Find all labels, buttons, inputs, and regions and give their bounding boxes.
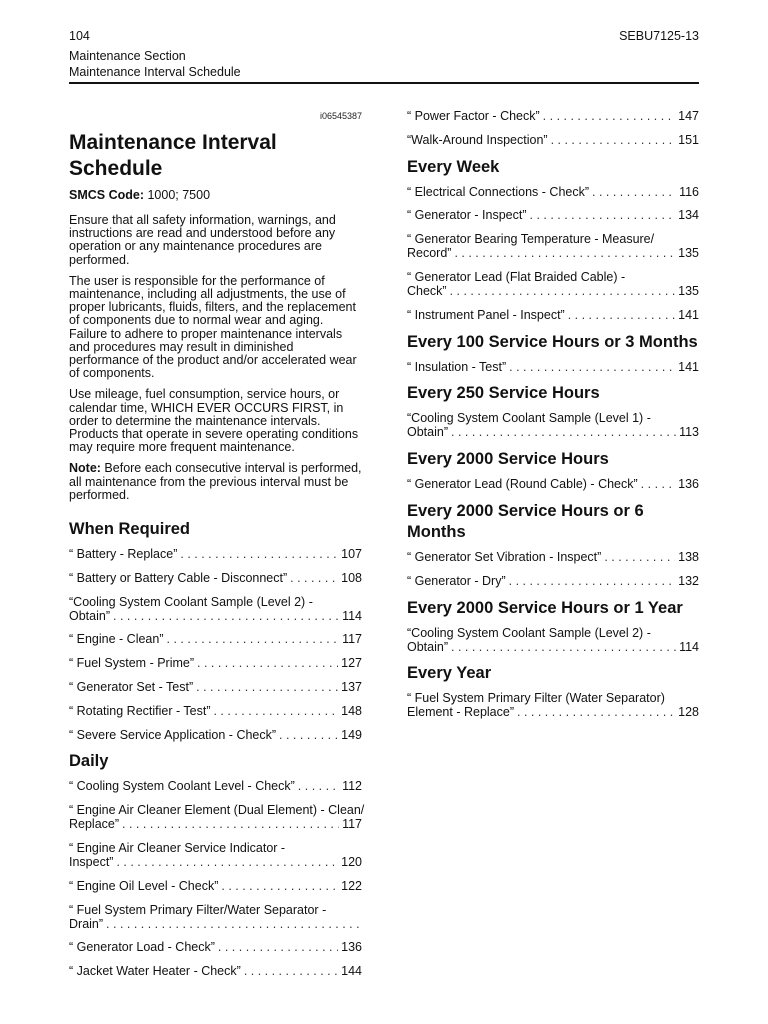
entry-page-number: 116 [679, 184, 699, 199]
intro-paragraph-safety: Ensure that all safety information, warnings, and instructions are read and understood before any operation or any maintenance procedures are performed. [69, 213, 336, 267]
entry-leader-row [407, 246, 699, 260]
dot-leader [197, 656, 338, 670]
entry-page-number: 117 [342, 632, 362, 647]
schedule-entry [407, 185, 699, 199]
entry-label-line2: Obtain” [69, 608, 110, 623]
entry-page-number: 141 [678, 359, 699, 374]
dot-leader [122, 817, 339, 831]
entry-label-line1: “ Engine Air Cleaner Service Indicator - [69, 841, 286, 856]
entry-label-line1: “ Engine Air Cleaner Element (Dual Element) - Clean/ [69, 803, 365, 818]
dot-leader [116, 855, 338, 869]
entry-label: “ Battery - Replace” [69, 547, 178, 562]
entry-label-line2: Element - Replace” [407, 705, 514, 720]
every-week-list [407, 185, 699, 322]
entry-label: “ Electrical Connections - Check” [407, 184, 590, 199]
entry-label: “ Power Factor - Check” [407, 109, 540, 123]
entry-label-line2: Drain” [69, 916, 104, 931]
every-2000-hours-6-months-list [407, 550, 699, 588]
right-column [407, 109, 699, 729]
entry-label-line2: Obtain” [407, 425, 448, 440]
entry-page-number: 127 [341, 656, 362, 671]
entry-leader-row [407, 640, 699, 654]
header-divider [69, 82, 699, 84]
section-heading-every-week: Every Week [407, 157, 500, 176]
left-column [69, 100, 365, 988]
section-heading-daily: Daily [69, 752, 109, 771]
entry-page-number: 141 [678, 307, 699, 322]
entry-page-number: 108 [341, 570, 362, 585]
smcs-label: SMCS Code: [69, 188, 144, 202]
entry-page-number: 132 [678, 573, 699, 588]
section-heading-every-year: Every Year [407, 664, 492, 683]
entry-page-number: 114 [679, 639, 699, 654]
entry-page-number: 135 [678, 283, 699, 298]
section-heading-every-250-hours: Every 250 Service Hours [407, 384, 600, 403]
dot-leader [106, 917, 359, 931]
entry-page-number: 149 [341, 727, 362, 742]
every-250-hours-list [407, 411, 699, 439]
dot-leader [221, 879, 338, 893]
note-text: Before each consecutive interval is performed, all maintenance from the previous interval must be performed. [69, 461, 362, 502]
schedule-entry [69, 704, 362, 718]
entry-label: “ Instrument Panel - Inspect” [407, 307, 565, 322]
reference-id: i06545387 [319, 111, 362, 121]
entry-leader-row [69, 917, 362, 931]
schedule-entry [407, 133, 699, 147]
dot-leader [517, 705, 675, 719]
dot-leader [279, 728, 338, 742]
dot-leader [530, 208, 676, 222]
schedule-entry [407, 360, 699, 374]
when-required-list [69, 547, 362, 742]
entry-label-line1: “ Generator Lead (Flat Braided Cable) - [407, 269, 626, 284]
continued-list [407, 109, 699, 147]
schedule-entry [69, 903, 362, 931]
schedule-entry [69, 680, 362, 694]
schedule-entry [69, 728, 362, 742]
entry-label-line2: Record” [407, 246, 452, 261]
smcs-value: 1000; 7500 [144, 188, 211, 202]
schedule-entry [407, 208, 699, 222]
entry-leader-row [407, 425, 699, 439]
entry-label: “ Generator Set Vibration - Inspect” [407, 549, 602, 564]
entry-label-line1: “ Generator Bearing Temperature - Measure/ [407, 232, 655, 247]
entry-leader-row [69, 855, 362, 869]
dot-leader [113, 609, 339, 623]
schedule-entry [407, 308, 699, 322]
schedule-entry [69, 595, 362, 623]
entry-label-line1: “Cooling System Coolant Sample (Level 1) - [407, 411, 651, 426]
schedule-entry [69, 547, 362, 561]
entry-label-line1: “Cooling System Coolant Sample (Level 2) - [69, 594, 313, 609]
entry-page-number: 117 [342, 817, 362, 832]
entry-page-number: 120 [341, 855, 362, 870]
dot-leader [298, 779, 339, 793]
entry-label: “ Generator Load - Check” [69, 940, 215, 955]
document-code: SEBU7125-13 [619, 29, 699, 43]
entry-label: “ Severe Service Application - Check” [69, 727, 277, 742]
dot-leader [568, 308, 675, 322]
schedule-entry [69, 571, 362, 585]
schedule-entry [407, 550, 699, 564]
entry-label-line1: “Cooling System Coolant Sample (Level 2) - [407, 625, 651, 640]
dot-leader [451, 640, 676, 654]
dot-leader [451, 425, 676, 439]
entry-page-number: 113 [679, 425, 699, 440]
dot-leader [180, 547, 338, 561]
schedule-entry [69, 803, 365, 832]
dot-leader [604, 550, 675, 564]
every-2000-hours-1-year-list [407, 626, 699, 654]
entry-page-number: 144 [341, 964, 362, 979]
section-heading-every-2000-hours-1-year: Every 2000 Service Hours or 1 Year [407, 598, 683, 617]
dot-leader [218, 940, 338, 954]
entry-label: “ Insulation - Test” [407, 359, 507, 374]
dot-leader [641, 477, 675, 491]
entry-page-number: 107 [341, 547, 362, 562]
every-100-hours-list [407, 360, 699, 374]
dot-leader [551, 133, 676, 147]
entry-label: “ Cooling System Coolant Level - Check” [69, 779, 295, 794]
entry-page-number: 148 [341, 703, 362, 718]
dot-leader [450, 284, 676, 298]
entry-page-number: 137 [341, 680, 362, 695]
entry-leader-row [69, 609, 362, 623]
entry-label: “ Rotating Rectifier - Test” [69, 703, 211, 718]
entry-page-number: 122 [341, 878, 362, 893]
schedule-entry [69, 940, 362, 954]
schedule-entry [407, 626, 699, 654]
intro-paragraph-responsibility: The user is responsible for the performance of maintenance, including all adjustments, the use of proper lubricants, fluids, filters, and the replacement of components due to normal wear and aging. Failure to adhere to proper maintenance intervals and procedures may result in diminished performance of the product and/or accelerated wear of components. [69, 273, 357, 381]
subsection-name: Maintenance Interval Schedule [69, 65, 241, 79]
schedule-entry [69, 879, 362, 893]
entry-page-number: 112 [342, 779, 362, 794]
every-year-list [407, 691, 699, 719]
entry-label: “ Jacket Water Heater - Check” [69, 964, 241, 979]
entry-label: “ Generator Lead (Round Cable) - Check” [407, 477, 638, 492]
entry-label-line2: Replace” [69, 817, 120, 832]
note-paragraph [69, 462, 362, 502]
entry-label-line2: Check” [407, 283, 447, 298]
schedule-entry [407, 574, 699, 588]
entry-label: “ Generator - Dry” [407, 573, 506, 588]
page-title: Maintenance Interval Schedule [69, 131, 277, 180]
entry-leader-row [407, 705, 699, 719]
schedule-entry [407, 411, 699, 439]
dot-leader [509, 360, 675, 374]
section-heading-every-2000-hours: Every 2000 Service Hours [407, 450, 609, 469]
schedule-entry [407, 232, 699, 260]
entry-page-number: 151 [678, 132, 699, 147]
entry-page-number: 136 [678, 477, 699, 492]
dot-leader [543, 109, 675, 123]
schedule-entry [407, 109, 699, 123]
entry-page-number: 128 [678, 705, 699, 720]
note-label: Note: [69, 461, 101, 476]
entry-label: “Walk-Around Inspection” [407, 132, 548, 147]
entry-leader-row [407, 284, 699, 298]
entry-label-line2: Inspect” [69, 855, 114, 870]
schedule-entry [69, 779, 362, 793]
entry-label-line1: “ Fuel System Primary Filter/Water Separator - [69, 902, 327, 917]
smcs-code [69, 188, 362, 203]
entry-label-line1: “ Fuel System Primary Filter (Water Separator) [407, 691, 665, 706]
every-2000-hours-list [407, 477, 699, 491]
dot-leader [196, 680, 338, 694]
section-heading-every-100-hours: Every 100 Service Hours or 3 Months [407, 332, 698, 351]
dot-leader [167, 632, 340, 646]
schedule-entry [69, 632, 362, 646]
dot-leader [509, 574, 676, 588]
dot-leader [290, 571, 338, 585]
entry-label: “ Generator Set - Test” [69, 680, 194, 695]
entry-label: “ Fuel System - Prime” [69, 656, 195, 671]
intro-paragraph-intervals: Use mileage, fuel consumption, service hours, or calendar time, WHICH EVER OCCURS FIRST, in order to determine the maintenance intervals. Products that operate in severe operating conditions may require more frequent maintenance. [69, 387, 359, 455]
schedule-entry [407, 270, 699, 298]
entry-label: “ Engine - Clean” [69, 632, 164, 647]
dot-leader [213, 704, 338, 718]
entry-page-number: 114 [342, 608, 362, 623]
entry-page-number: 135 [678, 246, 699, 261]
section-name: Maintenance Section [69, 49, 186, 63]
entry-page-number: 138 [678, 549, 699, 564]
schedule-entry [69, 841, 362, 869]
entry-leader-row [69, 817, 362, 831]
entry-label: “ Engine Oil Level - Check” [69, 878, 219, 893]
entry-page-number: 136 [341, 940, 362, 955]
dot-leader [244, 964, 338, 978]
entry-label-line2: Obtain” [407, 639, 448, 654]
entry-label: “ Generator - Inspect” [407, 208, 527, 223]
schedule-entry [69, 964, 362, 978]
page-number: 104 [69, 29, 90, 43]
section-heading-when-required: When Required [69, 520, 191, 539]
entry-label: “ Battery or Battery Cable - Disconnect” [69, 570, 288, 585]
schedule-entry [69, 656, 362, 670]
entry-page-number: 134 [678, 208, 699, 223]
daily-list [69, 779, 365, 979]
dot-leader [592, 185, 676, 199]
schedule-entry [407, 691, 699, 719]
entry-page-number: 147 [678, 109, 699, 123]
schedule-entry [407, 477, 699, 491]
section-heading-every-2000-hours-6-months: Every 2000 Service Hours or 6 Months [407, 501, 644, 541]
dot-leader [454, 246, 675, 260]
